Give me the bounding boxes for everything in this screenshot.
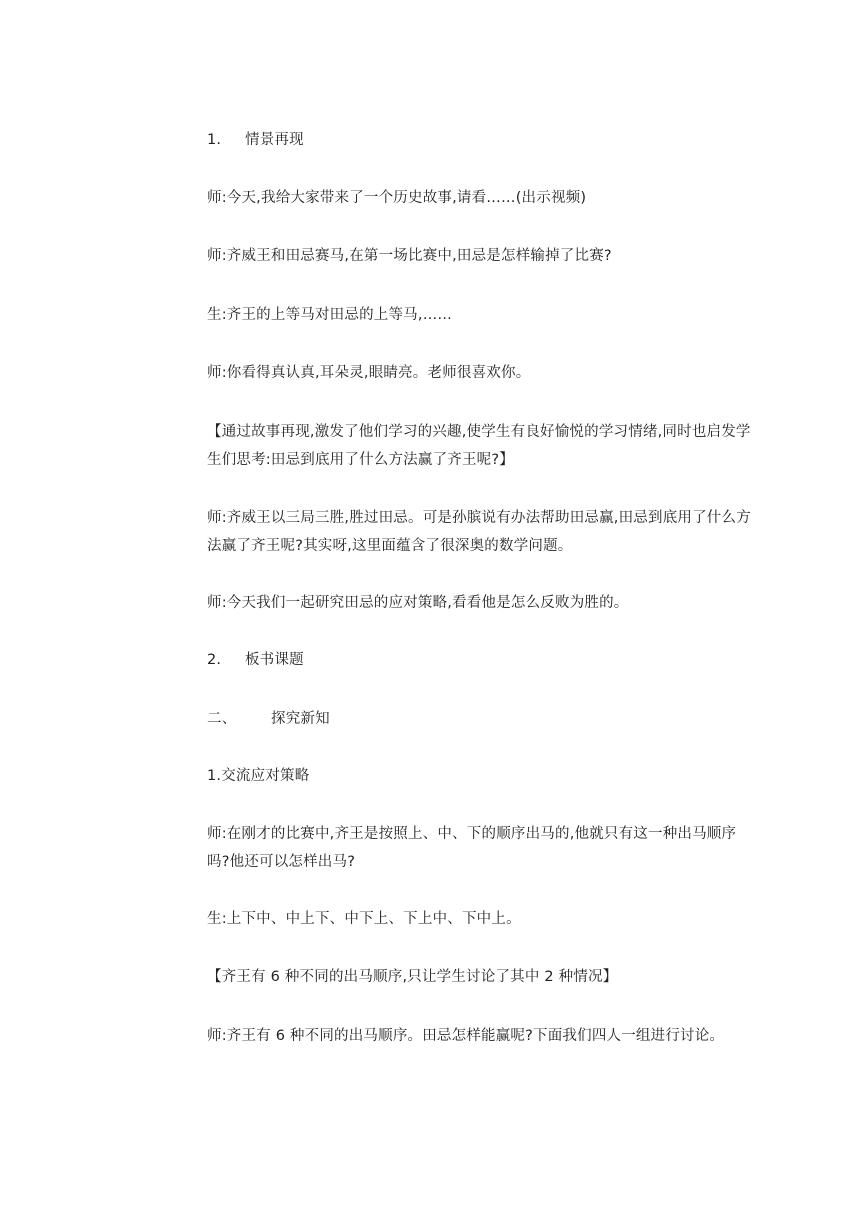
paragraph: 师:今天,我给大家带来了一个历史故事,请看……(出示视频) xyxy=(207,190,587,206)
paragraph: 生:上下中、中上下、中下上、下上中、下中上。 xyxy=(207,911,521,927)
annotation-paragraph: 【齐王有 6 种不同的出马顺序,只让学生讨论了其中 2 种情况】 xyxy=(207,969,618,985)
section-number: 1. xyxy=(207,132,222,148)
section-title: 情景再现 xyxy=(245,132,304,148)
paragraph: 师:齐王有 6 种不同的出马顺序。田忌怎样能赢呢?下面我们四人一组进行讨论。 xyxy=(207,1028,725,1044)
paragraph: 师:齐威王以三局三胜,胜过田忌。可是孙膑说有办法帮助田忌赢,田忌到底用了什么方法赢了齐王呢?其实呀,这里面蕴含了很深奥的数学问题。 xyxy=(207,510,751,554)
part-heading xyxy=(207,705,757,733)
paragraph: 生:齐王的上等马对田忌的上等马,…… xyxy=(207,307,453,323)
paragraph: 师:今天我们一起研究田忌的应对策略,看看他是怎么反败为胜的。 xyxy=(207,595,629,611)
part-number: 二、 xyxy=(207,711,237,727)
paragraph: 师:你看得真认真,耳朵灵,眼睛亮。老师很喜欢你。 xyxy=(207,365,531,381)
section-title: 板书课题 xyxy=(245,652,304,668)
section-number: 2. xyxy=(207,652,222,668)
paragraph: 师:齐威王和田忌赛马,在第一场比赛中,田忌是怎样输掉了比赛? xyxy=(207,248,612,264)
annotation-paragraph: 【通过故事再现,激发了他们学习的兴趣,使学生有良好愉悦的学习情绪,同时也启发学生们思考:田忌到底用了什么方法赢了齐王呢?】 xyxy=(207,424,751,468)
subsection-heading: 1.交流应对策略 xyxy=(207,768,310,784)
section-heading-1 xyxy=(207,126,757,154)
paragraph: 师:在刚才的比赛中,齐王是按照上、中、下的顺序出马的,他就只有这一种出马顺序吗?他还可以怎样出马? xyxy=(207,826,737,870)
part-title: 探究新知 xyxy=(271,711,330,727)
section-heading-2 xyxy=(207,646,757,674)
